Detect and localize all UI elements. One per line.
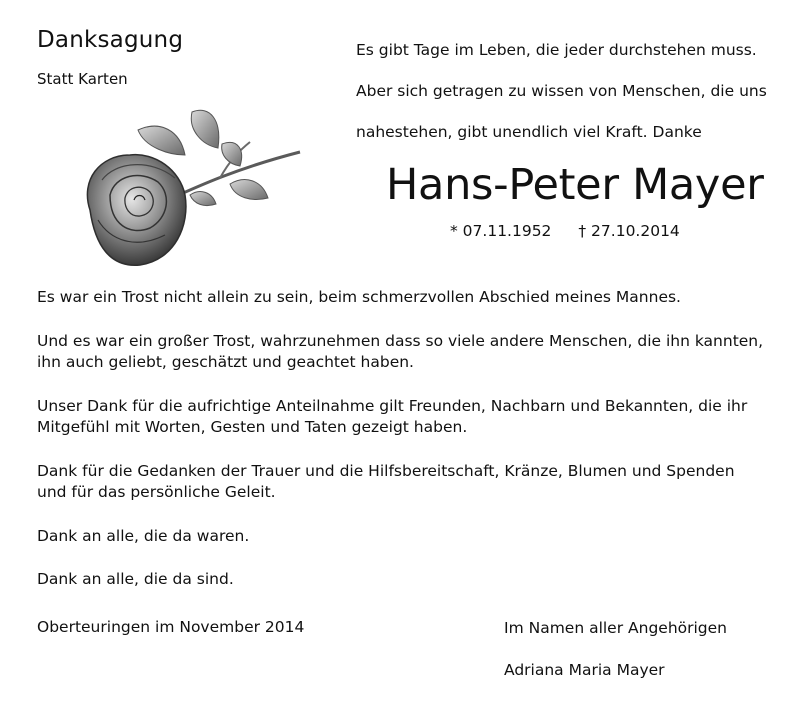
signer-name: Adriana Maria Mayer	[504, 661, 665, 679]
paragraph-line: Unser Dank für die aufrichtige Anteilnahme gilt Freunden, Nachbarn und Bekannten, die ihr	[37, 396, 748, 415]
paragraph-line: Mitgefühl mit Worten, Gesten und Taten gezeigt haben.	[37, 418, 468, 436]
quote-block	[356, 30, 786, 153]
paragraph-line: Dank an alle, die da sind.	[37, 570, 234, 588]
death-date: † 27.10.2014	[578, 222, 680, 240]
birth-date: * 07.11.1952	[450, 222, 552, 240]
paragraph-line: Und es war ein großer Trost, wahrzunehmen dass so viele andere Menschen, die ihn kannten,	[37, 331, 764, 350]
life-dates	[450, 222, 680, 240]
paragraph-line: Dank für die Gedanken der Trauer und die Hilfsbereitschaft, Kränze, Blumen und Spenden	[37, 461, 735, 480]
paragraph	[37, 396, 787, 439]
quote-line: nahestehen, gibt unendlich viel Kraft. Danke	[356, 123, 702, 141]
paragraph	[37, 569, 787, 591]
quote-line: Es gibt Tage im Leben, die jeder durchstehen muss.	[356, 41, 757, 59]
notice-title: Danksagung	[37, 27, 184, 53]
paragraph-line: Dank an alle, die da waren.	[37, 526, 250, 545]
paragraph-line: ihn auch geliebt, geschätzt und geachtet haben.	[37, 353, 414, 371]
quote-line: Aber sich getragen zu wissen von Menschen, die uns	[356, 82, 767, 100]
paragraph-line: Es war ein Trost nicht allein zu sein, beim schmerzvollen Abschied meines Mannes.	[37, 288, 681, 306]
paragraph-line: und für das persönliche Geleit.	[37, 483, 276, 501]
deceased-name: Hans-Peter Mayer	[386, 160, 764, 210]
rose-image	[80, 100, 310, 272]
paragraph	[37, 331, 787, 374]
notice-subtitle: Statt Karten	[37, 70, 128, 88]
on-behalf-line: Im Namen aller Angehörigen	[504, 619, 728, 637]
place-and-date: Oberteuringen im November 2014	[37, 618, 305, 636]
thanks-text	[37, 287, 787, 613]
paragraph	[37, 526, 787, 548]
paragraph	[37, 461, 787, 504]
paragraph	[37, 287, 787, 309]
signature-block	[504, 618, 727, 680]
